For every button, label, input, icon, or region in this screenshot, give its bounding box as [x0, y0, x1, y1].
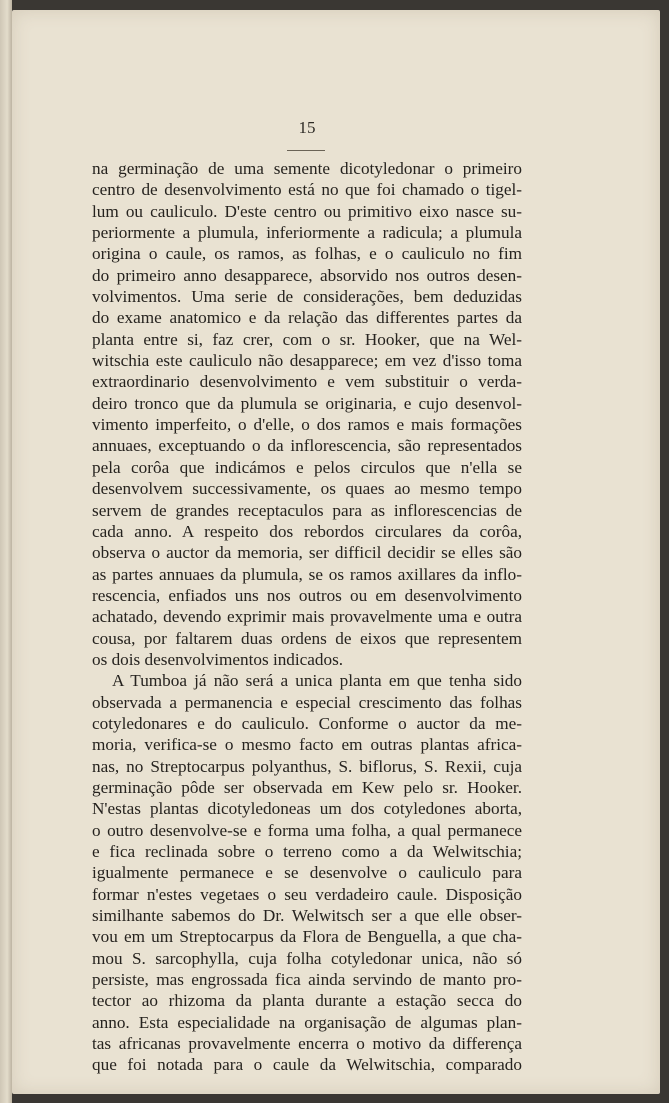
text-line: lum ou cauliculo. D'este centro ou primitivo eixo nasce su- — [92, 201, 522, 221]
text-line: similhante sabemos do Dr. Welwitsch ser a que elle obser- — [92, 906, 522, 926]
book-binding-edge — [0, 0, 12, 1103]
text-line: do primeiro anno desapparece, absorvido nos outros desen- — [92, 265, 522, 285]
page-number: 15 — [298, 118, 316, 137]
text-line: e fica reclinada sobre o terreno como a da Welwitschia; — [92, 842, 522, 861]
page-number-rule — [287, 150, 325, 151]
text-line: A Tumboa já não será a unica planta em que tenha sido — [112, 671, 522, 691]
text-line: igualmente permanece e se desenvolve o cauliculo para — [92, 863, 522, 883]
text-line: rescencia, enfiados uns nos outros ou em desenvolvimento — [92, 585, 522, 605]
body-text — [92, 158, 522, 1076]
text-line: tas africanas provavelmente encerra o motivo da differença — [92, 1034, 522, 1054]
text-line: o outro desenvolve-se e forma uma folha, a qual permanece — [92, 820, 522, 840]
text-line: pela corôa que indicámos e pelos circulos que n'ella se — [92, 457, 522, 477]
text-line: centro de desenvolvimento está no que foi chamado o tigel- — [92, 180, 522, 200]
text-line: vou em um Streptocarpus da Flora de Benguella, a que cha- — [92, 927, 522, 947]
text-line: planta entre si, faz crer, com o sr. Hooker, que na Wel- — [92, 329, 522, 349]
text-line: na germinação de uma semente dicotyledonar o primeiro — [92, 159, 522, 178]
text-line: cotyledonares e do cauliculo. Conforme o auctor da me- — [92, 713, 522, 733]
text-line: mou S. sarcophylla, cuja folha cotyledonar unica, não só — [92, 948, 522, 968]
text-line: as partes annuaes da plumula, se os ramos axillares da inflo- — [92, 564, 522, 584]
text-line: persiste, mas engrossada fica ainda servindo de manto pro- — [92, 970, 522, 990]
text-line: vimento imperfeito, o d'elle, o dos ramos e mais formações — [92, 415, 522, 435]
text-line: que foi notada para o caule da Welwitschia, comparado — [92, 1055, 522, 1075]
text-line: extraordinario desenvolvimento e vem substituir o verda- — [92, 372, 522, 392]
text-line: origina o caule, os ramos, as folhas, e o cauliculo no fim — [92, 244, 522, 264]
text-line: periormente a plumula, inferiormente a radicula; a plumula — [92, 223, 522, 243]
text-line: formar n'estes vegetaes o seu verdadeiro caule. Disposição — [92, 884, 522, 904]
text-line: servem de grandes receptaculos para as inflorescencias de — [92, 500, 522, 520]
text-line: moria, verifica-se o mesmo facto em outras plantas africa- — [92, 735, 522, 755]
text-line: cousa, por faltarem duas ordens de eixos que representem — [92, 628, 522, 648]
text-line: annuaes, exceptuando o da inflorescencia, são representados — [92, 436, 522, 456]
text-line: tector ao rhizoma da planta durante a estação secca do — [92, 991, 522, 1011]
text-line: observada a permanencia e especial crescimento das folhas — [92, 692, 522, 712]
text-line: deiro tronco que da plumula se originaria, e cujo desenvol- — [92, 393, 522, 413]
text-line: nas, no Streptocarpus polyanthus, S. biflorus, S. Rexii, cuja — [92, 756, 522, 776]
text-line: os dois desenvolvimentos indicados. — [92, 649, 344, 669]
text-line: germinação pôde ser observada em Kew pelo sr. Hooker. — [92, 777, 522, 797]
text-line: anno. Esta especialidade na organisação de algumas plan- — [92, 1012, 522, 1032]
text-line: achatado, devendo exprimir mais provavelmente uma e outra — [92, 607, 522, 627]
text-line: witschia este cauliculo não desapparece; em vez d'isso toma — [92, 351, 522, 371]
text-line: volvimentos. Uma serie de considerações, bem deduzidas — [92, 287, 522, 307]
text-line: desenvolvem successivamente, os quaes ao mesmo tempo — [92, 479, 522, 499]
book-page — [12, 10, 660, 1094]
text-line: do exame anatomico e da relação das differentes partes da — [92, 308, 522, 328]
text-line: cada anno. A respeito dos rebordos circulares da corôa, — [92, 521, 522, 541]
text-line: N'estas plantas dicotyledoneas um dos cotyledones aborta, — [92, 799, 522, 819]
text-line: observa o auctor da memoria, ser difficil decidir se elles são — [92, 543, 522, 563]
